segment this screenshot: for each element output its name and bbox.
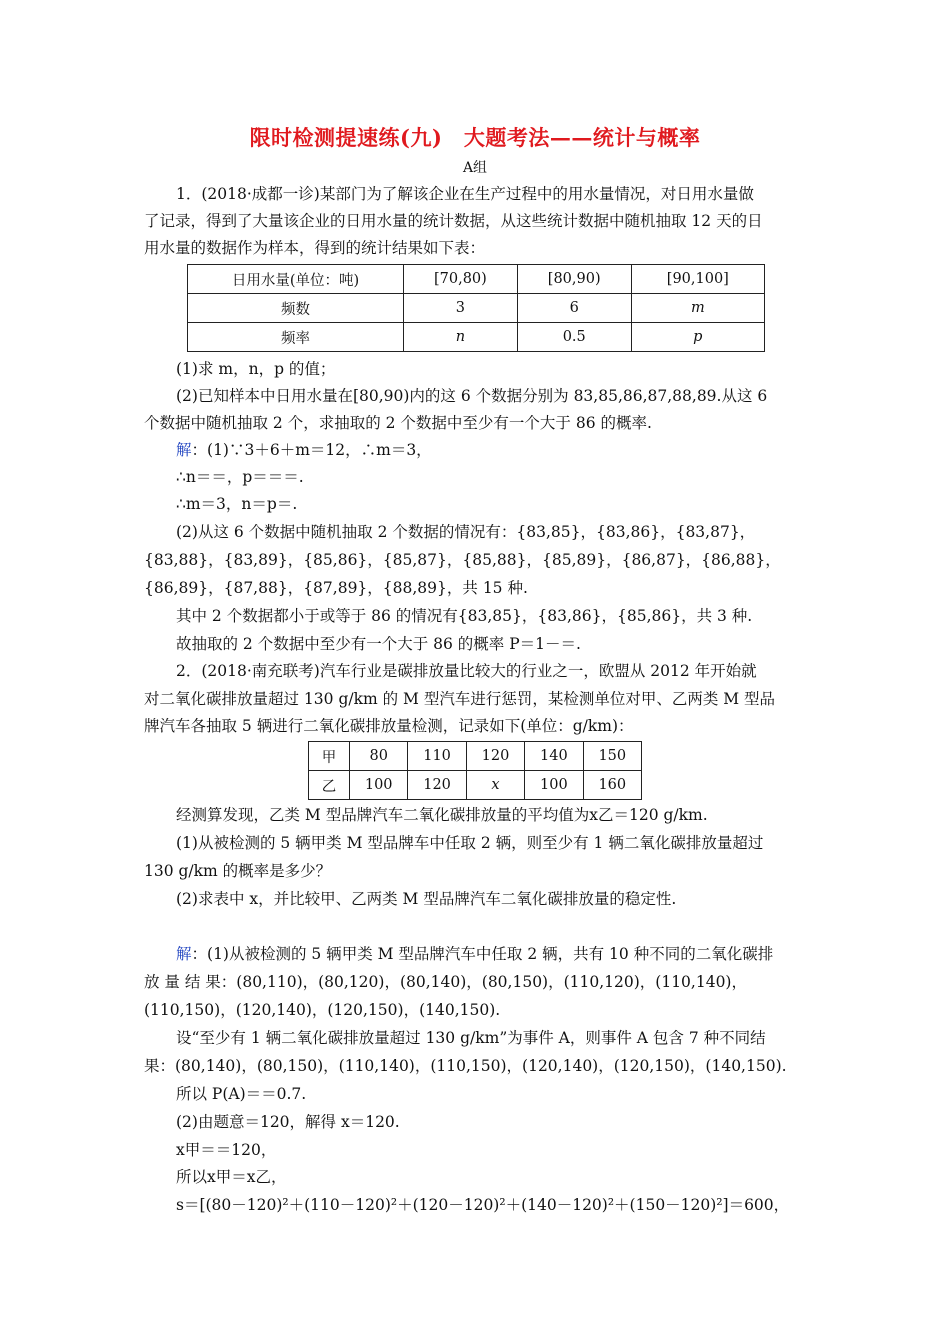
table-cell: 100 xyxy=(525,771,583,800)
table-cell: m xyxy=(631,294,764,323)
solution-line: 故抽取的 2 个数据中至少有一个大于 86 的概率 P＝1－＝. xyxy=(176,635,581,653)
solution-line: 放 量 结 果：(80,110)，(80,120)，(80,140)，(80,150)，(110,120)，(110,140)， xyxy=(144,973,747,991)
q1-line: (1)求 m，n，p 的值； xyxy=(176,360,336,378)
solution-line: (2)从这 6 个数据中随机抽取 2 个数据的情况有：{83,85}，{83,86}，{83,87}， xyxy=(176,523,756,541)
solution-line: s＝[(80－120)²＋(110－120)²＋(120－120)²＋(140－120)²＋(150－120)²]＝600， xyxy=(176,1196,790,1214)
q2-line: 2．(2018·南充联考)汽车行业是碳排放量比较大的行业之一，欧盟从 2012 年开始就 xyxy=(176,662,757,680)
table-cell: 乙 xyxy=(309,771,350,800)
solution-line: ∴n＝＝，p＝＝＝. xyxy=(176,468,304,486)
q2-line: (2)求表中 x，并比较甲、乙两类 M 型品牌汽车二氧化碳排放量的稳定性. xyxy=(176,890,677,908)
table-cell: 120 xyxy=(408,771,466,800)
solution-line xyxy=(176,440,432,460)
table-cell: 110 xyxy=(408,742,466,771)
solution-line: 所以 P(A)＝＝0.7. xyxy=(176,1085,307,1103)
table-cell: 甲 xyxy=(309,742,350,771)
table-cell: [70,80) xyxy=(404,265,518,294)
table-cell: p xyxy=(631,323,764,352)
table-cell: [90,100] xyxy=(631,265,764,294)
table-row xyxy=(188,323,765,352)
solution-line: ∴m＝3，n＝p＝. xyxy=(176,495,298,513)
q1-line: 1．(2018·成都一诊)某部门为了解该企业在生产过程中的用水量情况，对日用水量做 xyxy=(176,185,754,203)
solution-text: ：(1)从被检测的 5 辆甲类 M 型品牌汽车中任取 2 辆，共有 10 种不同的二氧化碳排 xyxy=(191,945,774,963)
group-label: A组 xyxy=(462,160,488,176)
table-cell: 频数 xyxy=(188,294,404,323)
q1-line: 用水量的数据作为样本，得到的统计结果如下表： xyxy=(144,239,486,257)
table-cell: 80 xyxy=(350,742,408,771)
q1-line: 了记录，得到了大量该企业的日用水量的统计数据，从这些统计数据中随机抽取 12 天的日 xyxy=(144,212,763,230)
table-cell: 140 xyxy=(525,742,583,771)
solution-line: {86,89}，{87,88}，{87,89}，{88,89}，共 15 种. xyxy=(144,579,528,597)
table-cell: 120 xyxy=(466,742,524,771)
table-cell: 160 xyxy=(583,771,641,800)
q1-line: (2)已知样本中日用水量在[80,90)内的这 6 个数据分别为 83,85,86,87,88,89.从这 6 xyxy=(176,387,768,405)
solution-line: 果：(80,140)，(80,150)，(110,140)，(110,150)，(120,140)，(120,150)，(140,150). xyxy=(144,1057,787,1075)
q2-line: 130 g/km 的概率是多少？ xyxy=(144,862,332,880)
solution-line: 设“至少有 1 辆二氧化碳排放量超过 130 g/km”为事件 A，则事件 A 包含 7 种不同结 xyxy=(176,1029,766,1047)
solution-line xyxy=(176,944,773,964)
solution-line: 所以x甲＝x乙， xyxy=(176,1168,287,1186)
table-cell: 0.5 xyxy=(517,323,631,352)
solution-line: (2)由题意＝120，解得 x＝120. xyxy=(176,1113,400,1131)
table-row xyxy=(188,294,765,323)
table-cell: n xyxy=(404,323,518,352)
table-cell: 日用水量(单位：吨) xyxy=(188,265,404,294)
table-cell: [80,90) xyxy=(517,265,631,294)
table-cell: 频率 xyxy=(188,323,404,352)
q2-line: 对二氧化碳排放量超过 130 g/km 的 M 型汽车进行惩罚，某检测单位对甲、乙两类 M 型品 xyxy=(144,690,776,708)
q1-line: 个数据中随机抽取 2 个，求抽取的 2 个数据中至少有一个大于 86 的概率. xyxy=(144,414,652,432)
solution-text: ：(1)∵3＋6＋m＝12，∴m＝3， xyxy=(191,441,432,459)
table-cell: 100 xyxy=(350,771,408,800)
solution-line: (110,150)，(120,140)，(120,150)，(140,150). xyxy=(144,1001,501,1019)
table-row xyxy=(309,771,642,800)
table-cell: 150 xyxy=(583,742,641,771)
solution-line: x甲＝＝120， xyxy=(176,1141,277,1159)
emission-table xyxy=(308,741,642,800)
page-title: 限时检测提速练(九) 大题考法——统计与概率 xyxy=(249,125,701,150)
table-cell: 3 xyxy=(404,294,518,323)
solution-line: {83,88}，{83,89}，{85,86}，{85,87}，{85,88}，{85,89}，{86,87}，{86,88}， xyxy=(144,551,781,569)
table-cell: 6 xyxy=(517,294,631,323)
water-usage-table xyxy=(187,264,765,352)
table-cell: x xyxy=(466,771,524,800)
q2-line: 经测算发现，乙类 M 型品牌汽车二氧化碳排放量的平均值为x乙＝120 g/km. xyxy=(176,806,708,824)
q2-line: 牌汽车各抽取 5 辆进行二氧化碳排放量检测，记录如下(单位：g/km)： xyxy=(144,717,634,735)
q2-line: (1)从被检测的 5 辆甲类 M 型品牌车中任取 2 辆，则至少有 1 辆二氧化碳排放量超过 xyxy=(176,834,764,852)
solution-label: 解 xyxy=(176,945,192,963)
solution-line: 其中 2 个数据都小于或等于 86 的情况有{83,85}，{83,86}，{85,86}，共 3 种. xyxy=(176,607,753,625)
solution-label: 解 xyxy=(176,441,192,459)
table-row xyxy=(309,742,642,771)
table-row xyxy=(188,265,765,294)
